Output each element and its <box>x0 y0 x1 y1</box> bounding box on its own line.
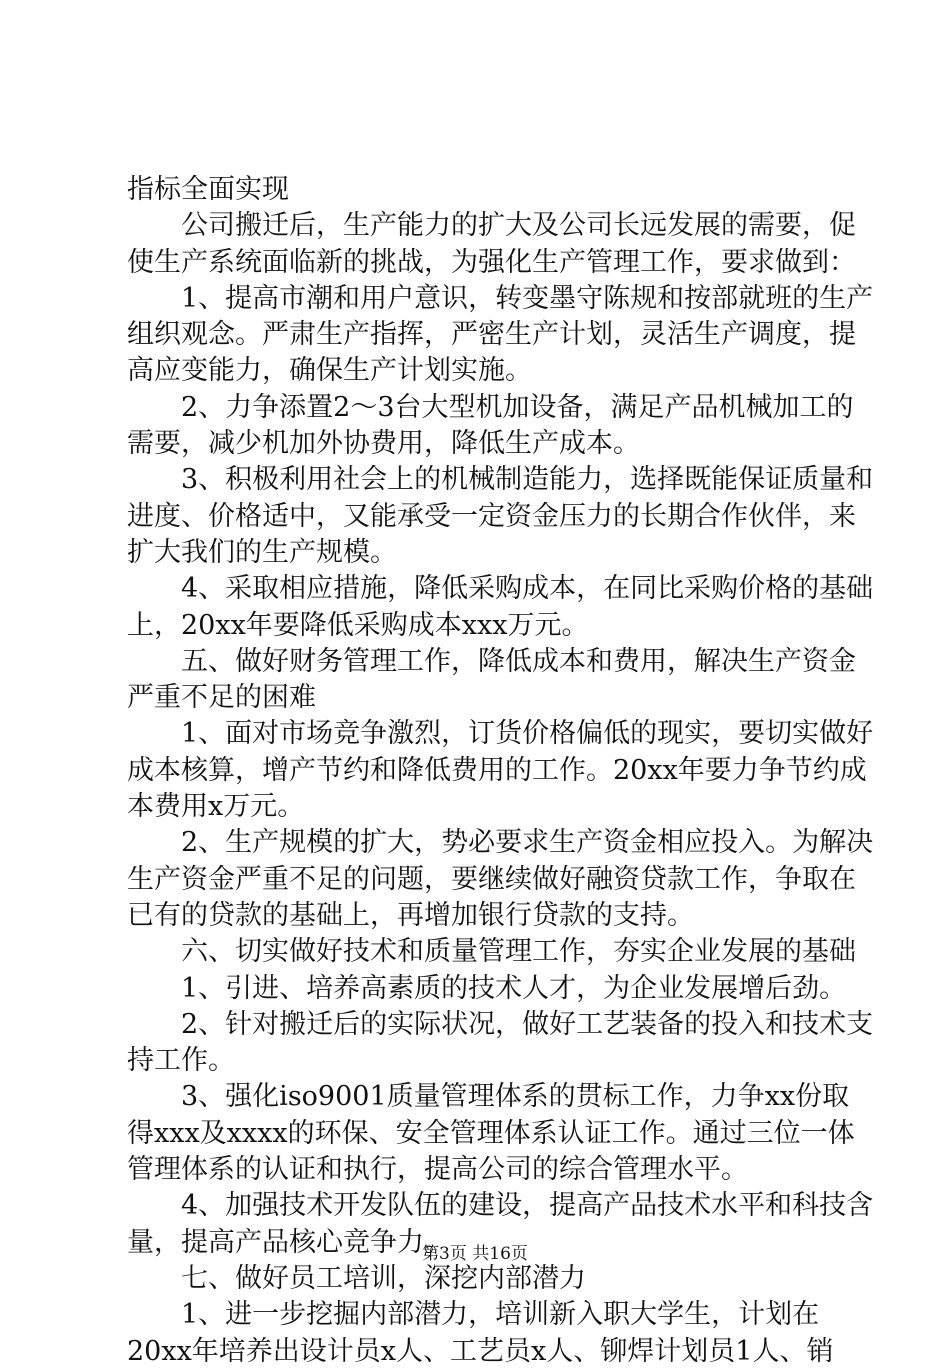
text-line: 量，提高产品核心竞争力。 <box>127 1226 451 1258</box>
text-line: 持工作。 <box>127 1045 235 1077</box>
text-line: 3、强化iso9001质量管理体系的贯标工作，力争xx份取 <box>127 1081 850 1113</box>
text-line: 生产资金严重不足的问题，要继续做好融资贷款工作，争取在 <box>127 863 856 895</box>
text-line: 上，20xx年要降低采购成本xxx万元。 <box>127 609 589 641</box>
text-line: 3、积极利用社会上的机械制造能力，选择既能保证质量和 <box>127 464 874 496</box>
text-line: 管理体系的认证和执行，提高公司的综合管理水平。 <box>127 1154 748 1186</box>
text-line: 扩大我们的生产规模。 <box>127 536 397 568</box>
text-line: 4、加强技术开发队伍的建设，提高产品技术水平和科技含 <box>127 1190 874 1222</box>
text-line: 1、进一步挖掘内部潜力，培训新入职大学生，计划在 <box>127 1299 820 1331</box>
section-heading: 六、切实做好技术和质量管理工作，夯实企业发展的基础 <box>127 936 856 968</box>
text-line: 1、引进、培养高素质的技术人才，为企业发展增后劲。 <box>127 972 847 1004</box>
text-line: 2、力争添置2～3台大型机加设备，满足产品机械加工的 <box>127 391 854 423</box>
text-line: 4、采取相应措施，降低采购成本，在同比采购价格的基础 <box>127 573 874 605</box>
text-line: 20xx年培养出设计员x人、工艺员x人、铆焊计划员1人、销 <box>127 1335 834 1367</box>
text-line: 2、针对搬迁后的实际状况，做好工艺装备的投入和技术支 <box>127 1008 874 1040</box>
text-line: 1、面对市场竞争激烈，订货价格偏低的现实，要切实做好 <box>127 718 874 750</box>
text-line: 使生产系统面临新的挑战，为强化生产管理工作，要求做到： <box>127 246 856 278</box>
text-line: 已有的贷款的基础上，再增加银行贷款的支持。 <box>127 899 694 931</box>
text-line: 1、提高市潮和用户意识，转变墨守陈规和按部就班的生产 <box>127 282 874 314</box>
section-heading: 七、做好员工培训，深挖内部潜力 <box>127 1262 586 1294</box>
text-line: 成本核算，增产节约和降低费用的工作。20xx年要力争节约成 <box>127 754 867 786</box>
text-line: 需要，减少机加外协费用，降低生产成本。 <box>127 428 640 460</box>
text-line: 公司搬迁后，生产能力的扩大及公司长远发展的需要，促 <box>127 210 856 242</box>
text-line: 得xxx及xxxx的环保、安全管理体系认证工作。通过三位一体 <box>127 1117 855 1149</box>
text-line: 2、生产规模的扩大，势必要求生产资金相应投入。为解决 <box>127 827 874 859</box>
text-line: 本费用x万元。 <box>127 791 305 823</box>
text-line: 高应变能力，确保生产计划实施。 <box>127 355 532 387</box>
text-line: 进度、价格适中，又能承受一定资金压力的长期合作伙伴，来 <box>127 500 856 532</box>
section-heading: 严重不足的困难 <box>127 682 316 714</box>
text-line: 指标全面实现 <box>127 174 289 205</box>
text-line: 组织观念。严肃生产指挥，严密生产计划，灵活生产调度，提 <box>127 319 856 351</box>
section-heading: 五、做好财务管理工作，降低成本和费用，解决生产资金 <box>127 645 856 677</box>
document-body <box>127 172 874 1370</box>
page-number: 第3页 共16页 <box>422 1244 528 1264</box>
